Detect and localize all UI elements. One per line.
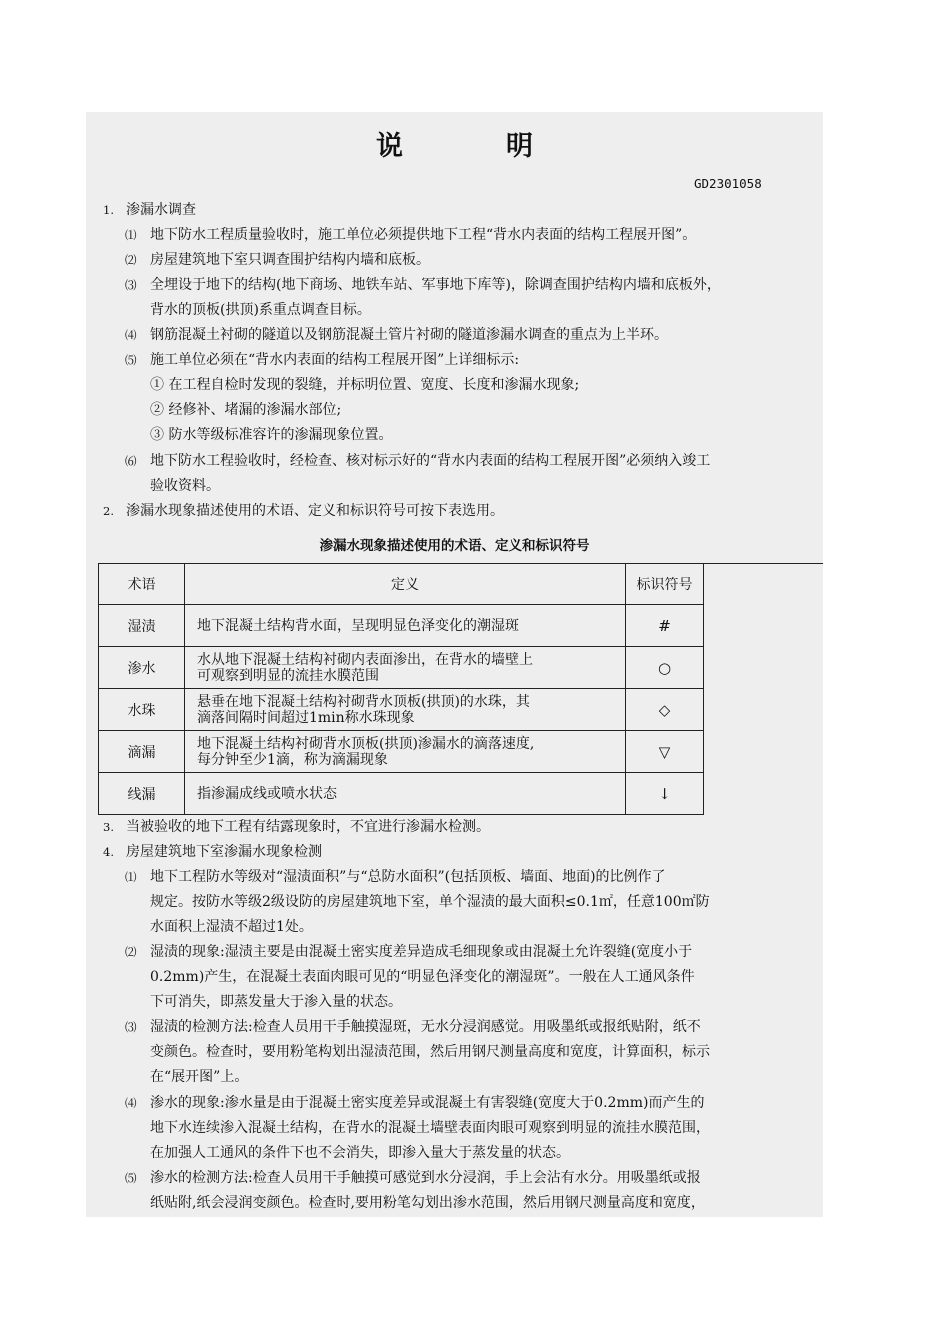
section-number: 2. bbox=[103, 504, 114, 518]
section-heading: 渗漏水调查 bbox=[126, 202, 196, 218]
definition-line: 水从地下混凝土结构衬砌内表面渗出，在背水的墙壁上 bbox=[197, 651, 533, 668]
table-caption: 渗漏水现象描述使用的术语、定义和标识符号 bbox=[319, 538, 590, 554]
definition-line: 地下混凝土结构衬砌背水顶板(拱顶)渗漏水的滴落速度, bbox=[197, 735, 535, 752]
item-text: 验收资料。 bbox=[150, 478, 220, 494]
term-cell: 水珠 bbox=[99, 689, 185, 731]
section-heading: 房屋建筑地下室渗漏水现象检测 bbox=[126, 844, 322, 860]
item-text: 规定。按防水等级2级设防的房屋建筑地下室，单个湿渍的最大面积≤0.1㎡，任意100㎡防 bbox=[150, 894, 710, 910]
term-cell: 线漏 bbox=[99, 773, 185, 815]
item-number: ⑷ bbox=[125, 328, 137, 342]
item-text: 湿渍的检测方法:检查人员用干手触摸湿斑，无水分浸润感觉。用吸墨纸或报纸贴附，纸不 bbox=[150, 1019, 701, 1035]
definition-line: 滴落间隔时间超过1min称水珠现象 bbox=[197, 709, 415, 726]
item-text: 渗水的检测方法:检查人员用干手触摸可感觉到水分浸润，手上会沾有水分。用吸墨纸或报 bbox=[150, 1170, 701, 1186]
table-row bbox=[99, 605, 704, 647]
term-cell: 渗水 bbox=[99, 647, 185, 689]
section-text: 当被验收的地下工程有结露现象时，不宜进行渗漏水检测。 bbox=[126, 819, 490, 835]
section-number: 4. bbox=[103, 845, 114, 859]
definition-cell bbox=[185, 647, 626, 689]
symbol-cell: ○ bbox=[626, 647, 704, 689]
item-text: 地下防水工程质量验收时，施工单位必须提供地下工程“背水内表面的结构工程展开图”。 bbox=[150, 227, 697, 243]
item-text: 房屋建筑地下室只调查围护结构内墙和底板。 bbox=[150, 252, 430, 268]
item-number: ⑸ bbox=[125, 1171, 137, 1185]
sub-item-text: ① 在工程自检时发现的裂缝，并标明位置、宽度、长度和渗漏水现象; bbox=[150, 377, 580, 393]
item-text: 在“展开图”上。 bbox=[150, 1069, 249, 1085]
item-number: ⑴ bbox=[125, 228, 137, 242]
item-text: 下可消失，即蒸发量大于渗入量的状态。 bbox=[150, 994, 402, 1010]
page-title: 说 明 bbox=[376, 131, 571, 162]
term-cell: 湿渍 bbox=[99, 605, 185, 647]
definition-line: 每分钟至少1滴，称为滴漏现象 bbox=[197, 751, 388, 768]
item-text: 地下水连续渗入混凝土结构，在背水的混凝土墙壁表面肉眼可观察到明显的流挂水膜范围， bbox=[150, 1120, 710, 1136]
terms-table bbox=[98, 563, 704, 815]
section-text: 渗漏水现象描述使用的术语、定义和标识符号可按下表选用。 bbox=[126, 503, 504, 519]
definition-cell bbox=[185, 773, 626, 815]
sub-item-text: ③ 防水等级标准容许的渗漏现象位置。 bbox=[150, 427, 393, 443]
table-header-row bbox=[99, 564, 704, 605]
item-number: ⑵ bbox=[125, 945, 137, 959]
header-symbol: 标识符号 bbox=[626, 564, 704, 605]
item-number: ⑹ bbox=[125, 454, 137, 468]
item-text: 施工单位必须在“背水内表面的结构工程展开图”上详细标示: bbox=[150, 352, 520, 368]
section-number: 1. bbox=[103, 203, 114, 217]
symbol-cell: ◇ bbox=[626, 689, 704, 731]
item-number: ⑷ bbox=[125, 1096, 137, 1110]
definition-line: 地下混凝土结构背水面，呈现明显色泽变化的潮湿斑 bbox=[197, 617, 519, 634]
item-text: 全埋设于地下的结构(地下商场、地铁车站、军事地下库等)，除调查围护结构内墙和底板外， bbox=[150, 277, 721, 293]
item-text: 钢筋混凝土衬砌的隧道以及钢筋混凝土管片衬砌的隧道渗漏水调查的重点为上半环。 bbox=[150, 327, 668, 343]
symbol-cell: # bbox=[626, 605, 704, 647]
item-number: ⑶ bbox=[125, 278, 137, 292]
table-extension-line bbox=[703, 563, 823, 564]
document-code: GD2301058 bbox=[694, 176, 762, 191]
item-text: 地下工程防水等级对“湿渍面积”与“总防水面积”(包括顶板、墙面、地面)的比例作了 bbox=[150, 869, 666, 885]
section-number: 3. bbox=[103, 820, 114, 834]
definition-line: 指渗漏成线或喷水状态 bbox=[197, 785, 337, 802]
symbol-cell: ▽ bbox=[626, 731, 704, 773]
sub-item-text: ② 经修补、堵漏的渗漏水部位; bbox=[150, 402, 342, 418]
item-text: 渗水的现象:渗水量是由于混凝土密实度差异或混凝土有害裂缝(宽度大于0.2mm)而产生的 bbox=[150, 1095, 705, 1111]
item-text: 变颜色。检查时，要用粉笔构划出湿渍范围，然后用钢尺测量高度和宽度，计算面积，标示 bbox=[150, 1044, 710, 1060]
definition-cell bbox=[185, 689, 626, 731]
definition-line: 悬垂在地下混凝土结构衬砌背水顶板(拱顶)的水珠，其 bbox=[197, 693, 530, 710]
item-text: 纸贴附,纸会浸润变颜色。检查时,要用粉笔勾划出渗水范围，然后用钢尺测量高度和宽度， bbox=[150, 1195, 705, 1211]
item-text: 在加强人工通风的条件下也不会消失，即渗入量大于蒸发量的状态。 bbox=[150, 1145, 570, 1161]
item-number: ⑴ bbox=[125, 870, 137, 884]
item-number: ⑸ bbox=[125, 353, 137, 367]
table-row bbox=[99, 773, 704, 815]
header-definition: 定义 bbox=[185, 564, 626, 605]
definition-cell bbox=[185, 605, 626, 647]
item-text: 湿渍的现象:湿渍主要是由混凝土密实度差异造成毛细现象或由混凝土允许裂缝(宽度小于 bbox=[150, 944, 693, 960]
item-text: 水面积上湿渍不超过1处。 bbox=[150, 919, 313, 935]
header-term: 术语 bbox=[99, 564, 185, 605]
symbol-cell: ↓ bbox=[626, 773, 704, 815]
table-row bbox=[99, 647, 704, 689]
table-row bbox=[99, 689, 704, 731]
item-text: 0.2mm)产生，在混凝土表面肉眼可见的“明显色泽变化的潮湿斑”。一般在人工通风条件 bbox=[150, 969, 695, 985]
item-number: ⑵ bbox=[125, 253, 137, 267]
term-cell: 滴漏 bbox=[99, 731, 185, 773]
table-row bbox=[99, 731, 704, 773]
item-text: 地下防水工程验收时，经检查、核对标示好的“背水内表面的结构工程展开图”必须纳入竣工 bbox=[150, 453, 711, 469]
item-text: 背水的顶板(拱顶)系重点调查目标。 bbox=[150, 302, 371, 318]
item-number: ⑶ bbox=[125, 1020, 137, 1034]
definition-cell bbox=[185, 731, 626, 773]
definition-line: 可观察到明显的流挂水膜范围 bbox=[197, 667, 379, 684]
